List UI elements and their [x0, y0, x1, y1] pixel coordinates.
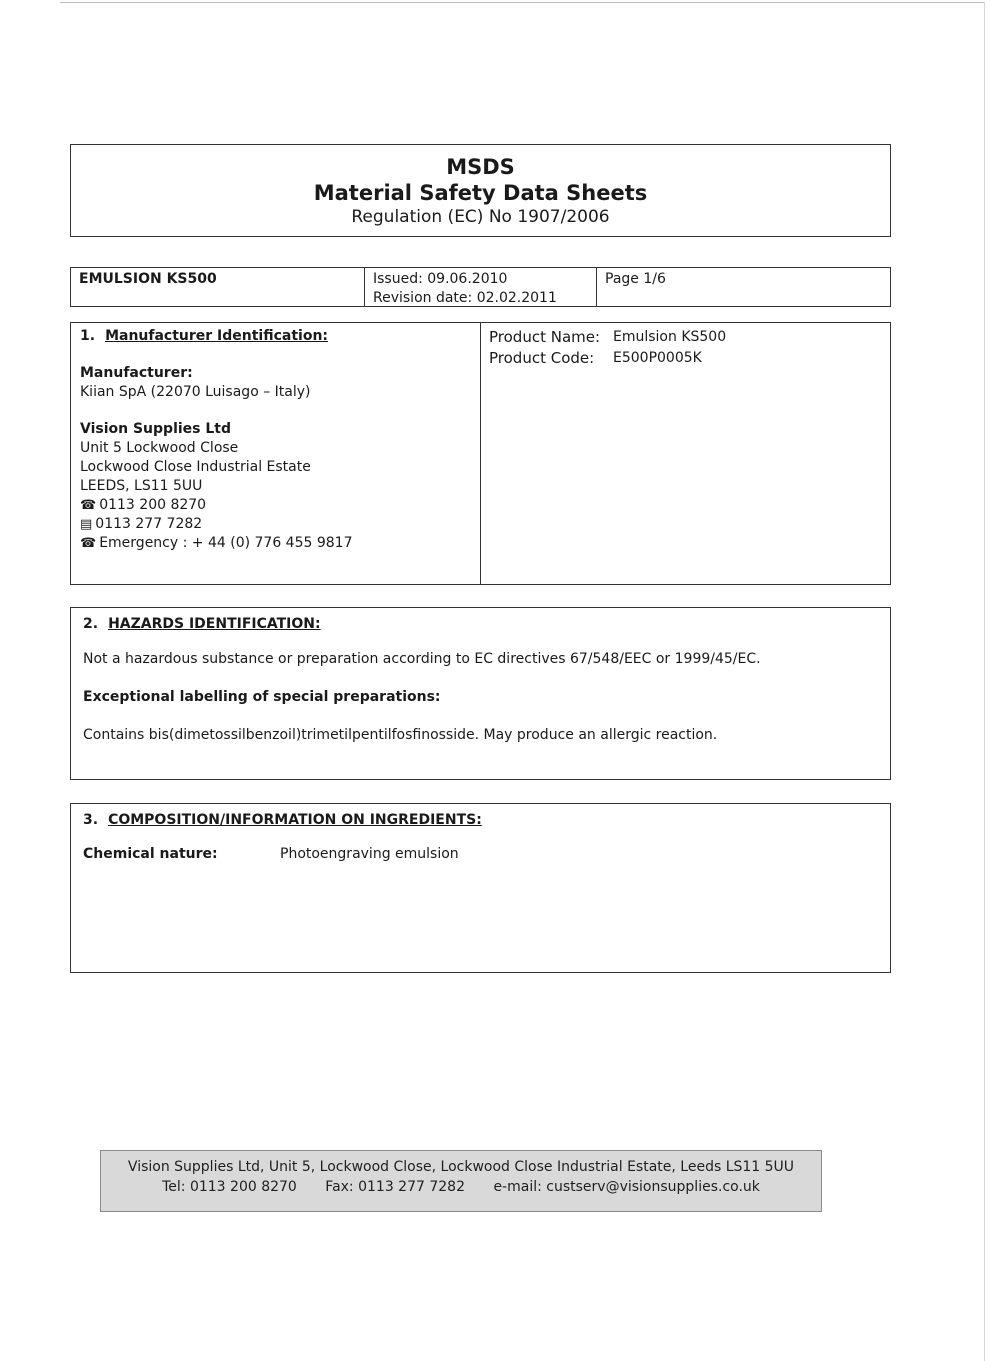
page-edge-right — [984, 2, 985, 1361]
emergency-number: Emergency : + 44 (0) 776 455 9817 — [99, 535, 353, 551]
section-2-title: HAZARDS IDENTIFICATION: — [108, 616, 321, 632]
footer-fax: Fax: 0113 277 7282 — [325, 1179, 465, 1195]
telephone-icon: ☎ — [80, 536, 97, 551]
fax-icon: ▤ — [80, 517, 93, 532]
chemical-nature-label: Chemical nature: — [83, 846, 218, 862]
doc-subtitle: Material Safety Data Sheets — [313, 181, 648, 205]
product-name-value: Emulsion KS500 — [613, 329, 727, 345]
section-3-title: COMPOSITION/INFORMATION ON INGREDIENTS: — [108, 812, 482, 828]
revision-date: Revision date: 02.02.2011 — [373, 290, 557, 306]
section-2-number: 2. — [83, 616, 99, 632]
section-1-heading — [80, 327, 471, 346]
product-code-value: E500P0005K — [613, 350, 702, 366]
section-1-title: Manufacturer Identification: — [105, 328, 329, 344]
product-code-row — [489, 348, 882, 369]
section-3-number: 3. — [83, 812, 99, 828]
header-dates — [365, 268, 597, 306]
footer-address: Vision Supplies Ltd, Unit 5, Lockwood Close, Lockwood Close Industrial Estate, Leeds LS11 5UU — [127, 1159, 795, 1175]
product-name-row — [489, 327, 882, 348]
section-1-number: 1. — [80, 328, 96, 344]
telephone-icon: ☎ — [80, 498, 97, 513]
header-table — [70, 267, 891, 307]
phone-number: 0113 200 8270 — [99, 497, 207, 513]
doc-title: MSDS — [446, 155, 515, 179]
spacer — [80, 402, 471, 420]
address-line: LEEDS, LS11 5UU — [80, 478, 203, 494]
page-edge-top — [60, 2, 985, 3]
section-3 — [70, 803, 891, 973]
chemical-nature-row — [83, 846, 878, 862]
fax-number: 0113 277 7282 — [95, 516, 203, 532]
labelling-subheading: Exceptional labelling of special preparations: — [83, 689, 441, 705]
header-product-name: EMULSION KS500 — [71, 268, 365, 306]
manufacturer-label: Manufacturer: — [80, 365, 193, 381]
section-2 — [70, 607, 891, 780]
page-number: Page 1/6 — [605, 271, 666, 287]
labelling-text: Contains bis(dimetossilbenzoil)trimetilpentilfosfinosside. May produce an allergic reaction. — [83, 727, 718, 743]
manufacturer-column — [71, 323, 481, 584]
footer-contact-band — [100, 1150, 822, 1212]
product-name-label: Product Name: — [489, 328, 601, 346]
hazard-statement: Not a hazardous substance or preparation according to EC directives 67/548/EEC or 1999/45/EC. — [83, 651, 761, 667]
footer-tel: Tel: 0113 200 8270 — [162, 1179, 297, 1195]
manufacturer-value: Kiian SpA (22070 Luisago – Italy) — [80, 384, 311, 400]
spacer — [80, 346, 471, 364]
footer-contacts — [101, 1177, 821, 1197]
product-column — [481, 323, 890, 584]
address-line: Lockwood Close Industrial Estate — [80, 459, 311, 475]
supplier-name: Vision Supplies Ltd — [80, 421, 232, 437]
phone-line — [80, 496, 471, 515]
section-1 — [70, 322, 891, 585]
issued-date: Issued: 09.06.2010 — [373, 271, 508, 287]
fax-line — [80, 515, 471, 534]
section-2-heading — [83, 616, 878, 632]
footer-email: e-mail: custserv@visionsupplies.co.uk — [493, 1179, 760, 1195]
title-box — [70, 144, 891, 237]
section-3-heading — [83, 812, 878, 828]
product-code-label: Product Code: — [489, 349, 595, 367]
chemical-nature-value: Photoengraving emulsion — [280, 846, 459, 862]
emergency-line — [80, 534, 471, 553]
address-line: Unit 5 Lockwood Close — [80, 440, 239, 456]
doc-regulation: Regulation (EC) No 1907/2006 — [351, 207, 610, 227]
